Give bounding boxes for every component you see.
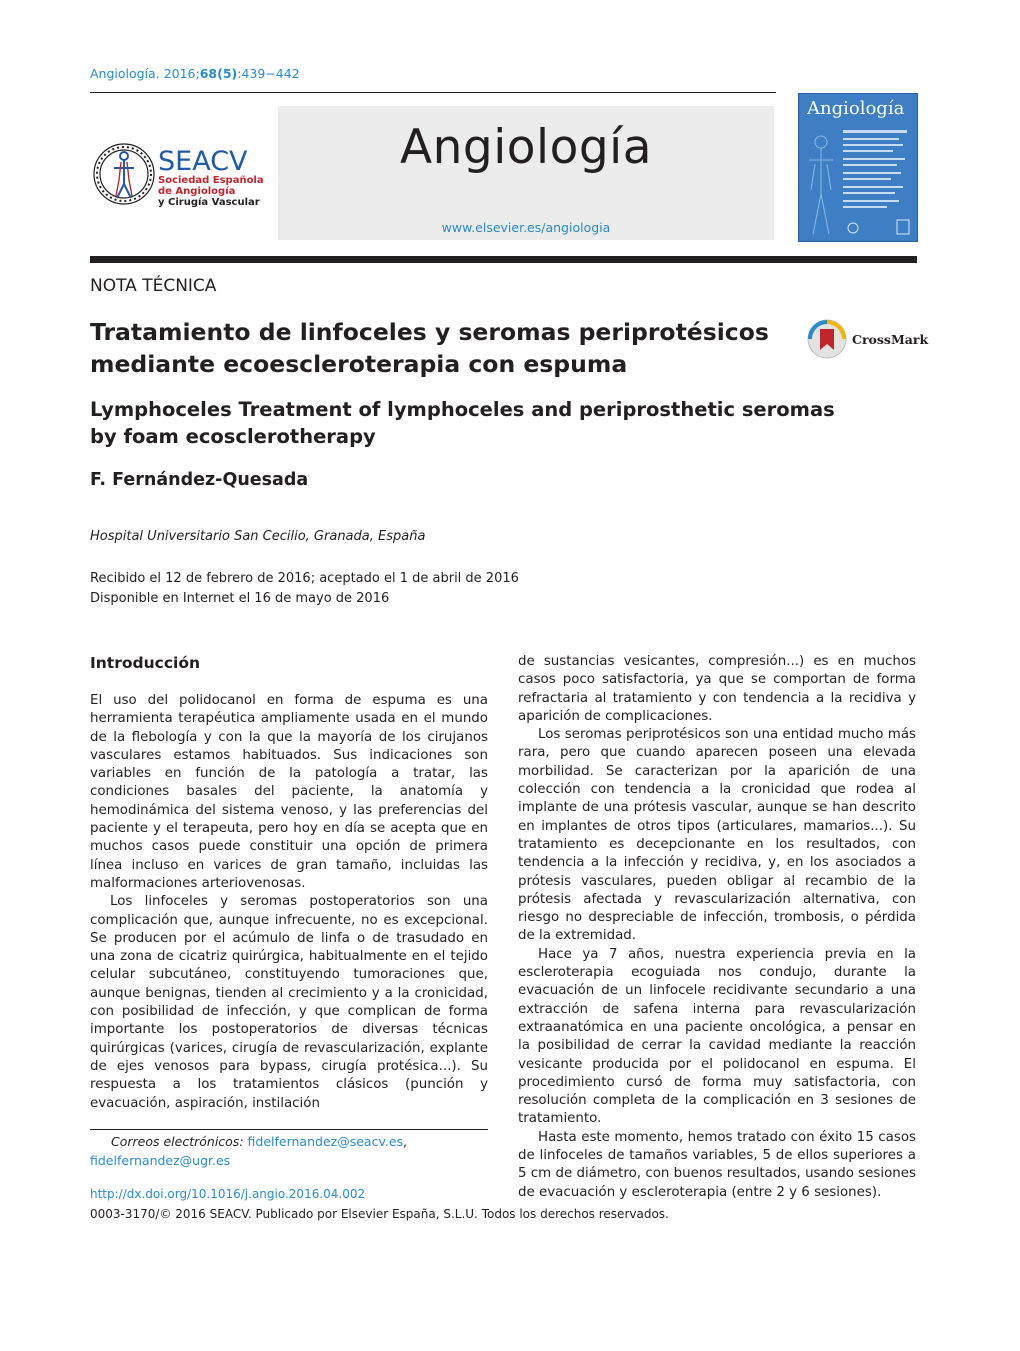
copyright-notice: 0003-3170/© 2016 SEACV. Publicado por Elsevier España, S.L.U. Todos los derechos reservados. <box>90 1207 669 1221</box>
doi-link[interactable]: http://dx.doi.org/10.1016/j.angio.2016.04.002 <box>90 1187 366 1201</box>
body-paragraph: Los seromas periprotésicos son una entidad mucho más rara, pero que cuando aparecen poseen una elevada morbilidad. Se caracterizan por la aparición de una colección con tendencia a la cronicidad que rodea al implante de una prótesis vascular, aunque se han descrito en implantes de otros tipos (articulares, mamarios...). Su tratamiento es decepcionante en los resultados, con tendencia a la infección y recidiva, y, en los asociados a prótesis vasculares, pueden obligar al recambio de la prótesis afectada y revascularización alternativa, con riesgo no despreciable de infección, trombosis, o pérdida de la extremidad. <box>518 727 916 944</box>
article-dates <box>90 569 519 609</box>
citation-pages: :439−442 <box>237 66 300 81</box>
body-paragraph: El uso del polidocanol en forma de espuma es una herramienta terapéutica ampliamente usada en el mundo de la flebología y con la que la mayoría de los cirujanos vasculares estamos habituados. Sus indicaciones son variables en función de la patología a tratar, las condiciones basales del paciente, la anatomía y hemodinámica del sistema venoso, y las preferencias del paciente y el terapeuta, pero hoy en día se acepta que en muchos casos puede constituir una opción de primera línea incluso en varices de gran tamaño, incluidas las malformaciones arteriovenosas. <box>90 693 488 891</box>
journal-name: Angiología <box>399 120 653 175</box>
header-thick-rule <box>90 256 917 263</box>
cover-title: Angiología <box>807 98 905 119</box>
section-type: NOTA TÉCNICA <box>90 276 217 296</box>
journal-cover-thumbnail <box>798 93 918 242</box>
body-paragraph: Los linfoceles y seromas postoperatorios son una complicación que, aunque infrecuente, no es excepcional. Se producen por el acúmulo de linfa o de trasudado en una zona de cicatriz quirúrgica, habitualmente en el tejido celular subcutáneo, constituyendo tumoraciones que, aunque benignas, tienden al crecimiento y a la cronicidad, con posibilidad de infección, y que complican de forma importante los postoperatorios de diversas técnicas quirúrgicas (varices, cirugía de revascularización, explante de ejes venosos para bypass, cirugía protésica...). Su respuesta a los tratamientos clásicos (punción y evacuación, aspiración, instilación <box>90 894 488 1111</box>
section-heading-introduccion: Introducción <box>90 654 201 672</box>
citation-year: 2016; <box>163 66 200 81</box>
seacv-acronym: SEACV <box>158 146 248 177</box>
seacv-line2: de Angiología <box>158 186 236 197</box>
footnote-rule <box>90 1129 488 1130</box>
body-paragraph: de sustancias vesicantes, compresión...) es en muchos casos poco satisfactoria, ya que se comportan de forma refractaria al tratamiento y con tendencia a la recidiva y aparición de complicaciones. <box>518 654 916 724</box>
citation-journal: Angiología. <box>90 66 160 81</box>
body-column-right <box>518 653 916 1202</box>
citation-volume: 68 <box>199 66 218 81</box>
crossmark-icon <box>806 318 929 360</box>
header-rule <box>90 92 776 93</box>
body-column-left <box>90 692 488 1113</box>
author-name[interactable]: F. Fernández-Quesada <box>90 470 309 490</box>
seacv-line1: Sociedad Española <box>158 175 264 186</box>
footnote-emails <box>90 1132 488 1170</box>
email-label: Correos electrónicos: <box>111 1134 244 1149</box>
article-title-en: Lymphoceles Treatment of lymphoceles and periprosthetic seromas by foam ecosclerotherapy <box>90 398 835 448</box>
journal-banner <box>278 106 774 240</box>
received-date: Recibido el 12 de febrero de 2016; aceptado el 1 de abril de 2016 <box>90 571 519 586</box>
body-paragraph: Hasta este momento, hemos tratado con éxito 15 casos de linfoceles de tamaños variables, 5 de ellos superiores a 5 cm de diámetro, con buenos resultados, usando sesiones de evacuación y escleroterapia (entre 2 y 6 sesiones). <box>518 1129 916 1200</box>
seacv-line3: y Cirugía Vascular <box>158 197 260 208</box>
author-affiliation: Hospital Universitario San Cecilio, Granada, España <box>90 529 426 544</box>
crossmark-label: CrossMark <box>852 332 929 347</box>
body-paragraph: Hace ya 7 años, nuestra experiencia previa en la escleroterapia ecoguiada nos condujo, durante la evacuación de un linfocele recidivante secundario a una extracción de safena interna para revascularización extraanatómica en una paciente oncológica, a pensar en la posibilidad de cerrar la cavidad mediante la reacción vesicante producida por el polidocanol en espuma. El procedimiento cursó de forma muy satisfactoria, con resolución completa de la complicación en 3 sesiones de tratamiento. <box>518 946 916 1127</box>
cover-figure-icon <box>799 94 917 241</box>
email-link-seacv[interactable]: fidelfernandez@seacv.es <box>247 1134 404 1149</box>
seacv-logo <box>90 140 270 210</box>
crossmark-badge[interactable] <box>806 318 929 360</box>
seacv-emblem-icon <box>90 140 270 210</box>
journal-citation[interactable] <box>90 66 300 81</box>
article-title-es: Tratamiento de linfoceles y seromas periprotésicos mediante ecoescleroterapia con espuma <box>90 318 769 378</box>
citation-issue: (5) <box>217 66 238 81</box>
available-date: Disponible en Internet el 16 de mayo de 2016 <box>90 591 390 606</box>
email-link-ugr[interactable]: fidelfernandez@ugr.es <box>90 1153 231 1168</box>
journal-url-link[interactable]: www.elsevier.es/angiologia <box>441 220 611 235</box>
email-separator: , <box>403 1134 408 1149</box>
